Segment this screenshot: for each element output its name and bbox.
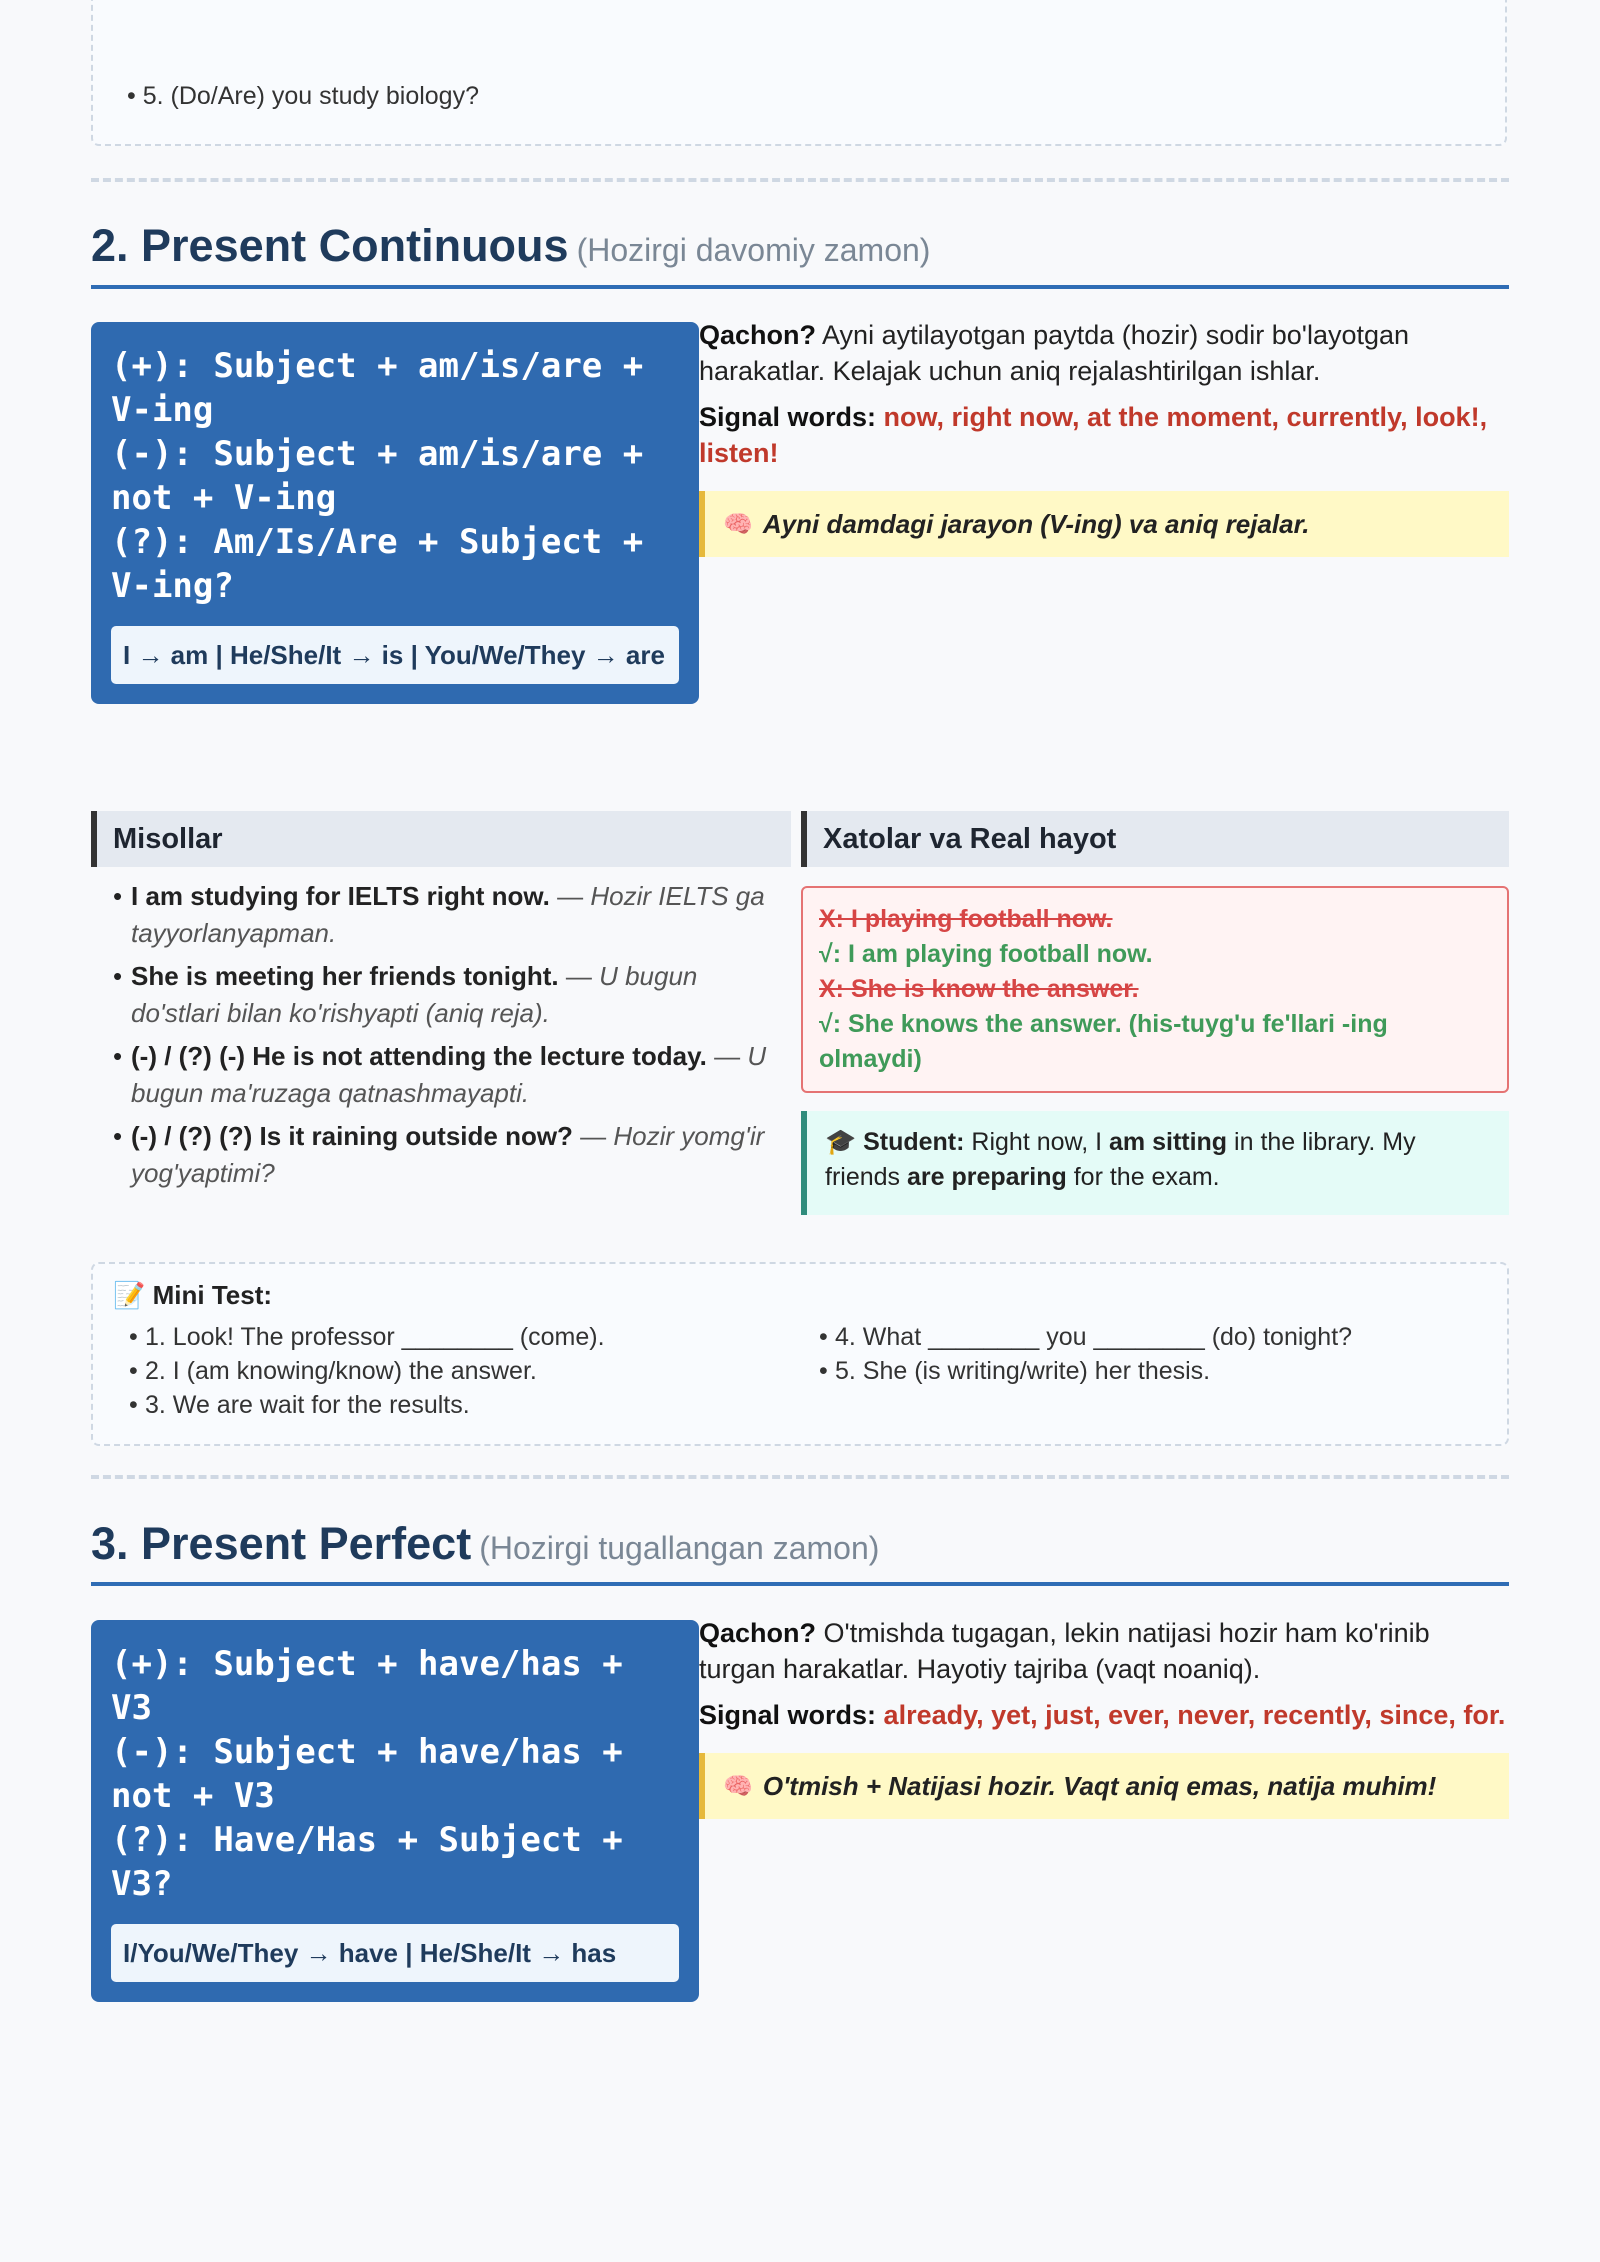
signal-label: Signal words: [699, 402, 877, 432]
section3-signal [699, 1697, 1509, 1733]
examples-list [91, 878, 791, 1198]
mistake-correct: √: She knows the answer. (his-tuyg'u fe'llari -ing olmaydi) [819, 1010, 1388, 1073]
example-uz: U bugun do'stlari bilan ko'rishyapti (aniq reja). [131, 961, 698, 1028]
section3-when [699, 1615, 1509, 1687]
mini-test-title: Mini Test: [152, 1280, 273, 1310]
example-en: (-) / (?) (-) He is not attending the lecture today. [131, 1041, 707, 1071]
example-item: • (-) / (?) (?) Is it raining outside now? — Hozir yomg'ir yog'yaptimi? [91, 1118, 791, 1192]
section2-signal [699, 399, 1509, 471]
mini-test-item: • 5. She (is writing/write) her thesis. [819, 1354, 1352, 1388]
example-en: (-) / (?) (?) Is it raining outside now? [131, 1121, 573, 1151]
example-en: I am studying for IELTS right now. [131, 881, 550, 911]
mini-test-item: • 4. What ________ you ________ (do) tonight? [819, 1320, 1352, 1354]
when-text: O'tmishda tugagan, lekin natijasi hozir ham ko'rinib turgan harakatlar. Hayotiy tajriba (vaqt noaniq). [699, 1618, 1430, 1684]
signal-words: now, right now, at the moment, currently, look!, listen! [699, 402, 1488, 468]
example-item: • (-) / (?) (-) He is not attending the lecture today. — U bugun ma'ruzaga qatnashmayapti. [91, 1038, 791, 1112]
example-uz: Hozir IELTS ga tayyorlanyapman. [131, 881, 765, 948]
mistakes-box [801, 886, 1509, 1093]
signal-words: already, yet, just, ever, never, recently, since, for. [883, 1700, 1506, 1730]
section2-title-text: 2. Present Continuous [91, 220, 569, 271]
example-item: • She is meeting her friends tonight. — U bugun do'stlari bilan ko'rishyapti (aniq reja). [91, 958, 791, 1032]
brain-icon: 🧠 [723, 1772, 753, 1800]
mini-test-box [91, 1262, 1509, 1446]
mistake-wrong: X: She is know the answer. [819, 975, 1139, 1003]
tip-text: Ayni damdagi jarayon (V-ing) va aniq rejalar. [762, 508, 1310, 539]
mini-test-left-column [129, 1320, 605, 1422]
section-divider [91, 178, 1509, 182]
mistake-correct: √: I am playing football now. [819, 940, 1153, 968]
when-label: Qachon? [699, 320, 817, 350]
previous-mini-test [91, 0, 1507, 146]
when-label: Qachon? [699, 1618, 817, 1648]
formula-question: (?): Have/Has + Subject + V3? [111, 1820, 644, 1904]
section2-formula-box [91, 322, 699, 704]
brain-icon: 🧠 [723, 510, 753, 538]
section2-tip [699, 491, 1509, 557]
memo-icon: 📝 [113, 1280, 146, 1310]
example-en: She is meeting her friends tonight. [131, 961, 559, 991]
mistake-wrong: X: I playing football now. [819, 905, 1113, 933]
section3-rule [91, 1582, 1509, 1586]
section3-formula-box [91, 1620, 699, 2002]
formula-positive: (+): Subject + am/is/are + V-ing [111, 346, 664, 430]
real-life-label: Student: [863, 1128, 965, 1156]
real-life-bold: are preparing [907, 1163, 1067, 1191]
mini-test-item: • 2. I (am knowing/know) the answer. [129, 1354, 605, 1388]
formula-question: (?): Am/Is/Are + Subject + V-ing? [111, 522, 664, 606]
mini-test-item: • 1. Look! The professor ________ (come). [129, 1320, 605, 1354]
formula-negative: (-): Subject + am/is/are + not + V-ing [111, 434, 664, 518]
formula-negative: (-): Subject + have/has + not + V3 [111, 1732, 644, 1816]
mistakes-header [801, 811, 1509, 867]
section3-title-text: 3. Present Perfect [91, 1518, 472, 1569]
real-life-box [801, 1111, 1509, 1215]
graduation-cap-icon: 🎓 [825, 1128, 857, 1156]
signal-label: Signal words: [699, 1700, 877, 1730]
real-life-text: for the exam. [1073, 1163, 1220, 1191]
when-text: Ayni aytilayotgan paytda (hozir) sodir bo'layotgan harakatlar. Kelajak uchun aniq rejalashtirilgan ishlar. [699, 320, 1410, 386]
section3-subtitle: (Hozirgi tugallangan zamon) [479, 1530, 880, 1566]
mini-test-item: • 3. We are wait for the results. [129, 1388, 605, 1422]
real-life-text: Right now, I [971, 1128, 1103, 1156]
mini-test-right-column [819, 1320, 1352, 1388]
section3-title [91, 1518, 879, 1570]
section3-tip [699, 1753, 1509, 1819]
example-uz: Hozir yomg'ir yog'yaptimi? [131, 1121, 765, 1188]
section2-rule [91, 285, 1509, 289]
section2-subtitle: (Hozirgi davomiy zamon) [576, 232, 931, 268]
real-life-text: in the library. My friends [825, 1128, 1416, 1191]
formula-note: I/You/We/They → have | He/She/It → has [111, 1924, 679, 1982]
previous-test-item-text: 5. (Do/Are) you study biology? [142, 82, 479, 110]
examples-header-text: Misollar [113, 822, 223, 855]
example-item: • I am studying for IELTS right now. — Hozir IELTS ga tayyorlanyapman. [91, 878, 791, 952]
section-divider [91, 1475, 1509, 1479]
examples-header [91, 811, 791, 867]
section2-explanation [699, 317, 1509, 481]
section2-title [91, 220, 930, 272]
real-life-bold: am sitting [1109, 1128, 1228, 1156]
previous-test-item: • 5. (Do/Are) you study biology? [127, 82, 479, 110]
mini-test-header [113, 1280, 272, 1311]
formula-positive: (+): Subject + have/has + V3 [111, 1644, 644, 1728]
example-uz: U bugun ma'ruzaga qatnashmayapti. [131, 1041, 767, 1108]
tip-text: O'tmish + Natijasi hozir. Vaqt aniq emas, natija muhim! [762, 1770, 1437, 1801]
section3-explanation [699, 1615, 1509, 1743]
section2-when [699, 317, 1509, 389]
formula-note: I → am | He/She/It → is | You/We/They → are [111, 626, 679, 684]
mistakes-header-text: Xatolar va Real hayot [823, 822, 1117, 855]
